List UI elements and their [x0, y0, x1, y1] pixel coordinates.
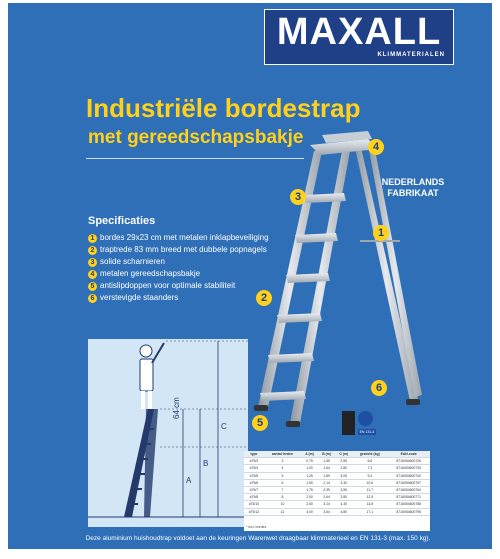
anti-slip-foot	[254, 405, 268, 411]
page-subtitle: met gereedschapsbakje	[88, 127, 304, 148]
table-cell: 11,7	[352, 486, 387, 493]
certification-badges	[342, 407, 392, 445]
spec-text: verstevigde staanders	[100, 293, 179, 302]
table-cell: 8716054600788	[387, 501, 430, 508]
table-cell: 17,1	[352, 508, 387, 515]
table-cell: 3	[264, 458, 301, 465]
en-standard-badge: EN 131-3	[359, 430, 375, 434]
table-cell: 2,50	[301, 501, 318, 508]
table-cell: 2,14	[318, 479, 335, 486]
table-cell: 10	[264, 501, 301, 508]
table-cell: 3,00	[301, 508, 318, 515]
certificate-badge-icon	[342, 411, 355, 435]
table-cell: #75/8	[244, 494, 264, 501]
table-row	[244, 465, 430, 472]
table-row	[244, 486, 430, 493]
table-cell: 1,75	[301, 486, 318, 493]
dimension-label-c: C	[221, 422, 227, 431]
table-cell: 2,64	[318, 494, 335, 501]
table-cell: 3,80	[335, 494, 352, 501]
table-cell: #75/12	[244, 508, 264, 515]
table-cell: 14,8	[352, 501, 387, 508]
spec-text: antislipdoppen voor optimale stabiliteit	[100, 281, 236, 290]
ladder-back-leg	[354, 143, 418, 401]
table-cell: 5	[264, 472, 301, 479]
table-cell: 3,05	[335, 472, 352, 479]
dimension-label-height: 64 cm	[172, 397, 181, 419]
brand-name: MAXALL	[276, 11, 442, 53]
ladder-back-leg	[368, 145, 422, 397]
table-cell: 3,14	[318, 501, 335, 508]
table-cell: #75/10	[244, 501, 264, 508]
callout-1: 1	[373, 225, 389, 241]
brand-subtitle: KLIMMATERIALEN	[377, 52, 445, 58]
table-cell: 1,64	[318, 465, 335, 472]
table-cell: 9,4	[352, 472, 387, 479]
table-row	[244, 472, 430, 479]
table-cell: 4,30	[335, 501, 352, 508]
specs-heading: Specificaties	[88, 215, 156, 227]
spec-table	[244, 451, 430, 516]
table-cell: 2,55	[335, 458, 352, 465]
table-cell: #75/3	[244, 458, 264, 465]
table-cell: 8716054600771	[387, 494, 430, 501]
poster-panel	[8, 3, 492, 549]
table-cell: 3,30	[335, 479, 352, 486]
table-header: type	[244, 451, 264, 458]
table-cell: 4	[264, 465, 301, 472]
table-header: gewicht (kg)	[352, 451, 387, 458]
spec-number: 1	[88, 234, 97, 243]
table-cell: 3,55	[335, 486, 352, 493]
table-cell: #75/6	[244, 479, 264, 486]
table-cell: 10,6	[352, 479, 387, 486]
table-cell: 2,00	[301, 494, 318, 501]
product-table	[244, 451, 430, 531]
table-row	[244, 458, 430, 465]
table-cell: 8716054600795	[387, 508, 430, 515]
table-row	[244, 494, 430, 501]
origin-line-1: NEDERLANDS	[381, 177, 445, 187]
table-cell: 7	[264, 486, 301, 493]
eu-stars-icon	[358, 411, 373, 426]
spec-text: bordes 29x23 cm met metalen inklapbeveiliging	[100, 233, 269, 242]
table-cell: 2,80	[335, 465, 352, 472]
table-header: B (m)	[318, 451, 335, 458]
table-cell: 4,80	[335, 508, 352, 515]
dimension-drawing	[88, 339, 248, 527]
callout-6: 6	[371, 380, 387, 396]
table-header: A (m)	[301, 451, 318, 458]
brand-logo	[264, 9, 454, 65]
table-cell: 12,5	[352, 494, 387, 501]
table-cell: 7,3	[352, 465, 387, 472]
footer-note: Deze aluminium huishoudtrap voldoet aan de keuringen Warenwet draagbaar klimmaterieel en EN 131-3 (max. 150 kg).	[85, 535, 431, 542]
page-title: Industriële bordestrap	[86, 93, 361, 123]
table-header: EAN-code	[387, 451, 430, 458]
table-cell: 3,64	[318, 508, 335, 515]
table-cell: 1,55	[318, 458, 335, 465]
table-cell: 8716054600740	[387, 472, 430, 479]
spec-number: 2	[88, 246, 97, 255]
table-header: aantal treden	[264, 451, 301, 458]
table-cell: 1,89	[318, 472, 335, 479]
table-cell: 8	[264, 494, 301, 501]
table-cell: 8716054600757	[387, 479, 430, 486]
table-row	[244, 479, 430, 486]
table-cell: 6,6	[352, 458, 387, 465]
table-cell: 2,39	[318, 486, 335, 493]
table-row	[244, 508, 430, 515]
table-header: C (m)	[335, 451, 352, 458]
table-cell: 1,00	[301, 465, 318, 472]
spec-text: traptrede 83 mm breed met dubbele popnagels	[100, 245, 267, 254]
anti-slip-foot	[406, 399, 420, 405]
table-cell: 8716054600764	[387, 486, 430, 493]
table-cell: 8716054600726	[387, 458, 430, 465]
callout-5: 5	[252, 415, 268, 431]
table-cell: 0,75	[301, 458, 318, 465]
table-header-row	[244, 451, 430, 458]
dimension-label-a: A	[186, 476, 192, 485]
spec-text: solide scharnieren	[100, 257, 165, 266]
table-cell: #75/7	[244, 486, 264, 493]
dimension-diagram	[88, 339, 248, 527]
table-cell: 1,50	[301, 479, 318, 486]
table-cell: 8716054600733	[387, 465, 430, 472]
table-cell: #75/5	[244, 472, 264, 479]
dimension-label-b: B	[203, 459, 209, 468]
spec-number: 3	[88, 258, 97, 267]
callout-3: 3	[290, 189, 306, 205]
spec-number: 6	[88, 294, 97, 303]
table-footnote: * incl. bordes	[246, 525, 267, 529]
spec-number: 4	[88, 270, 97, 279]
table-cell: 1,25	[301, 472, 318, 479]
table-cell: 6	[264, 479, 301, 486]
table-cell: 12	[264, 508, 301, 515]
table-row	[244, 501, 430, 508]
table-cell: #75/4	[244, 465, 264, 472]
callout-2: 2	[256, 290, 272, 306]
anti-slip-foot	[286, 421, 300, 427]
ladder-product-image	[240, 131, 440, 441]
spec-number: 5	[88, 282, 97, 291]
callout-4: 4	[368, 139, 384, 155]
spec-text: metalen gereedschapsbakje	[100, 269, 201, 278]
origin-line-2: FABRIKAAT	[387, 188, 439, 198]
